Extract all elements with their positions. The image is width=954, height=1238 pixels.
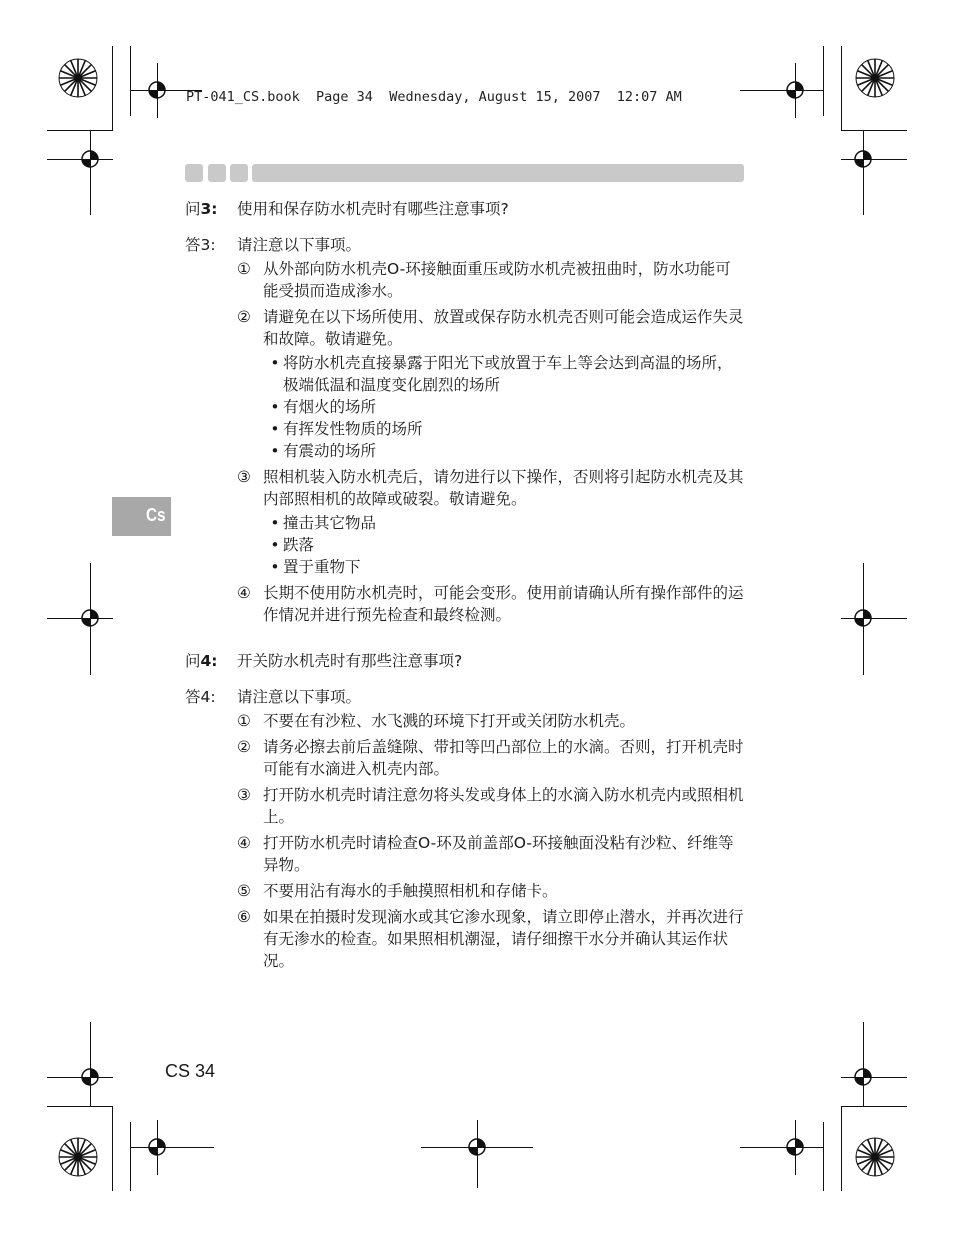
faq-content — [185, 198, 745, 974]
answer-row — [185, 686, 745, 708]
bullet-text: 撞击其它物品 — [283, 514, 377, 532]
bullet-item — [267, 534, 745, 556]
starburst-target-icon — [58, 1137, 98, 1177]
bullet-dot: • — [270, 442, 280, 460]
item-text: 从外部向防水机壳O-环接触面重压或防水机壳被扭曲时，防水功能可能受损而造成渗水。 — [263, 260, 731, 300]
list-item — [237, 306, 745, 350]
item-text: 不要在有沙粒、水飞溅的环境下打开或关闭防水机壳。 — [263, 712, 636, 730]
item-number: ④ — [237, 834, 251, 852]
list-item — [237, 880, 745, 902]
bullet-dot: • — [270, 354, 280, 372]
item-number: ① — [237, 712, 251, 730]
item-text: 照相机装入防水机壳后，请勿进行以下操作，否则将引起防水机壳及其内部照相机的故障或破裂。敬请避免。 — [263, 468, 744, 508]
item-text: 打开防水机壳时请检查O-环及前盖部O-环接触面没粘有沙粒、纤维等异物。 — [263, 834, 734, 874]
question-label-number: 3: — [200, 200, 218, 218]
starburst-target-icon — [855, 1137, 895, 1177]
registration-mark-icon — [78, 147, 102, 171]
bullet-item — [267, 440, 745, 462]
language-tab — [112, 497, 171, 536]
question-text: 开关防水机壳时有那些注意事项? — [237, 652, 463, 670]
item-number: ④ — [237, 584, 251, 602]
bullet-text: 有烟火的场所 — [283, 398, 377, 416]
faq-section — [185, 650, 745, 972]
item-text: 打开防水机壳时请注意勿将头发或身体上的水滴入防水机壳内或照相机上。 — [263, 786, 744, 826]
registration-mark-icon — [851, 147, 875, 171]
bullet-text: 有震动的场所 — [283, 442, 377, 460]
item-text: 不要用沾有海水的手触摸照相机和存储卡。 — [263, 882, 558, 900]
item-number: ③ — [237, 468, 251, 486]
bullet-dot: • — [270, 420, 280, 438]
answer-label: 答3: — [185, 236, 216, 254]
answer-intro: 请注意以下事项。 — [237, 688, 362, 706]
bullet-dot: • — [270, 514, 280, 532]
item-number: ⑥ — [237, 908, 251, 926]
list-item — [237, 784, 745, 828]
bullet-item — [267, 556, 745, 578]
list-item — [237, 710, 745, 732]
page-number: CS 34 — [165, 1061, 216, 1081]
question-label-prefix: 问 — [185, 652, 201, 670]
question-label-prefix: 问 — [185, 200, 201, 218]
answer-row — [185, 234, 745, 256]
registration-mark-icon — [465, 1135, 489, 1159]
answer-items — [237, 258, 745, 626]
registration-mark-icon — [145, 78, 169, 102]
item-number: ② — [237, 738, 251, 756]
list-item — [237, 582, 745, 626]
item-number: ② — [237, 308, 251, 326]
question-label — [185, 650, 237, 672]
answer-items — [237, 710, 745, 972]
registration-mark-icon — [145, 1135, 169, 1159]
bullet-text: 置于重物下 — [283, 558, 361, 576]
registration-mark-icon — [851, 606, 875, 630]
bullet-item — [267, 396, 745, 418]
answer-intro: 请注意以下事项。 — [237, 236, 362, 254]
bullet-item — [267, 352, 745, 396]
starburst-target-icon — [58, 58, 98, 98]
question-row — [185, 650, 745, 672]
bullet-dot: • — [270, 398, 280, 416]
question-row — [185, 198, 745, 220]
registration-mark-icon — [783, 78, 807, 102]
item-text: 长期不使用防水机壳时，可能会变形。使用前请确认所有操作部件的运作情况并进行预先检查和最终检测。 — [263, 584, 744, 624]
starburst-target-icon — [855, 58, 895, 98]
question-label-number: 4: — [200, 652, 218, 670]
registration-mark-icon — [78, 1065, 102, 1089]
book-header: PT-041_CS.book Page 34 Wednesday, August 15, 2007 12:07 AM — [186, 89, 682, 105]
question-label — [185, 198, 237, 220]
answer-label: 答4: — [185, 688, 216, 706]
bullet-text: 跌落 — [283, 536, 315, 554]
item-text: 请避免在以下场所使用、放置或保存防水机壳否则可能会造成运作失灵和故障。敬请避免。 — [263, 308, 744, 348]
bullet-dot: • — [270, 558, 280, 576]
question-text: 使用和保存防水机壳时有哪些注意事项? — [237, 200, 509, 218]
bullet-item — [267, 418, 745, 440]
bullet-text: 有挥发性物质的场所 — [283, 420, 423, 438]
faq-section — [185, 198, 745, 626]
registration-mark-icon — [851, 1065, 875, 1089]
list-item — [237, 906, 745, 972]
language-tab-label: Cs — [146, 505, 166, 525]
bullet-item — [267, 512, 745, 534]
list-item — [237, 258, 745, 302]
bullet-dot: • — [270, 536, 280, 554]
item-number: ① — [237, 260, 251, 278]
item-text: 如果在拍摄时发现滴水或其它渗水现象，请立即停止潜水，并再次进行有无渗水的检查。如果照相机潮湿，请仔细擦干水分并确认其运作状况。 — [263, 908, 744, 970]
item-number: ③ — [237, 786, 251, 804]
registration-mark-icon — [78, 606, 102, 630]
bullet-text: 将防水机壳直接暴露于阳光下或放置于车上等会达到高温的场所，极端低温和温度变化剧烈的场所 — [283, 354, 733, 394]
list-item — [237, 736, 745, 780]
registration-mark-icon — [783, 1135, 807, 1159]
item-number: ⑤ — [237, 882, 251, 900]
list-item — [237, 466, 745, 510]
list-item — [237, 832, 745, 876]
item-text: 请务必擦去前后盖缝隙、带扣等凹凸部位上的水滴。否则，打开机壳时可能有水滴进入机壳内部。 — [263, 738, 744, 778]
